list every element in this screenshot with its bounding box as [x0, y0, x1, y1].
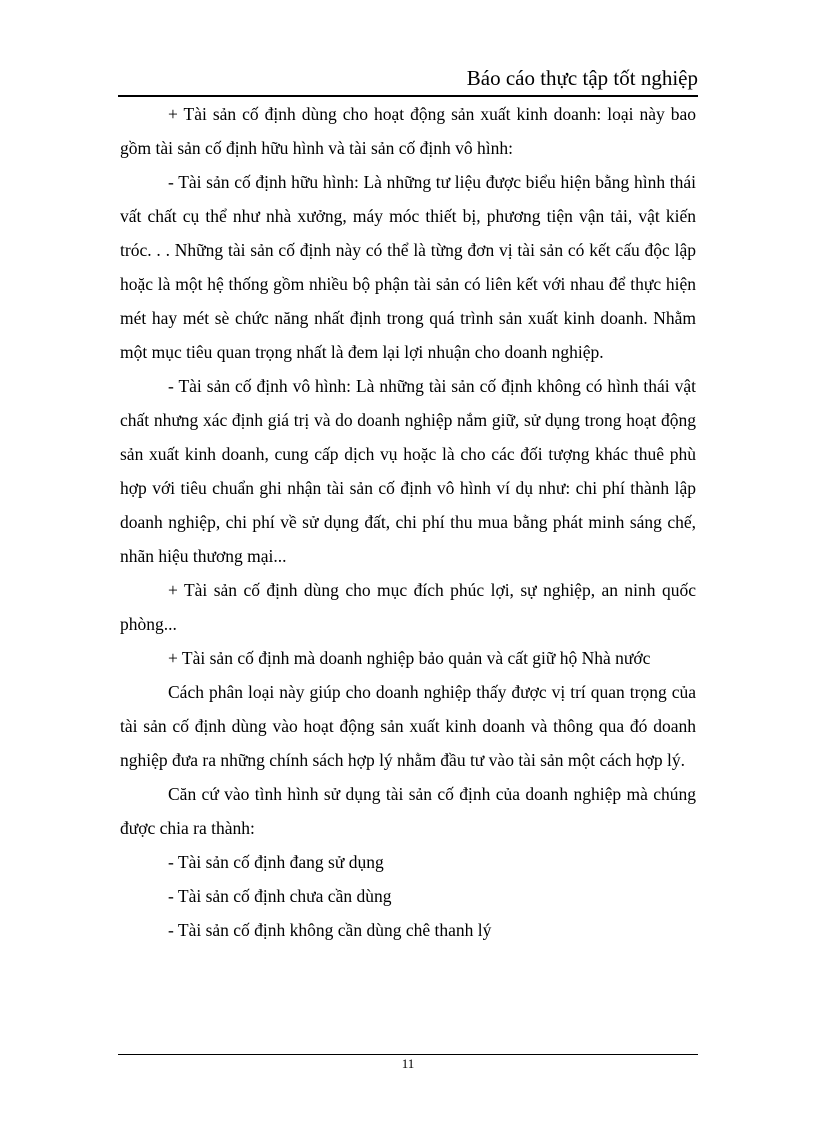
- paragraph-tangible-fixed-assets: - Tài sản cố định hữu hình: Là những tư liệu được biểu hiện bằng hình thái vất chất cụ thể như nhà xưởng, máy móc thiết bị, phương tiện vận tải, vật kiến tróc. . . Những tài sản cố định này có thể là từng đơn vị tài sản có kết cấu độc lập hoặc là một hệ thống gồm nhiều bộ phận tài sản có liên kết với nhau để thực hiện mét hay mét sè chức năng nhất định trong quá trình sản xuất kinh doanh. Nhằm một mục tiêu quan trọng nhất là đem lại lợi nhuận cho doanh nghiệp.: [120, 172, 696, 362]
- page-number: 11: [401, 1056, 415, 1071]
- paragraph-state-held-fixed-assets: + Tài sản cố định mà doanh nghiệp bảo quản và cất giữ hộ Nhà nước: [168, 648, 651, 668]
- paragraph-fixed-assets-business-use: + Tài sản cố định dùng cho hoạt động sản xuất kinh doanh: loại này bao gồm tài sản cố định hữu hình và tài sản cố định vô hình:: [120, 104, 696, 158]
- paragraph-classification-benefit: Cách phân loại này giúp cho doanh nghiệp thấy được vị trí quan trọng của tài sản cố định dùng vào hoạt động sản xuất kinh doanh và thông qua đó doanh nghiệp đưa ra những chính sách hợp lý nhằm đầu tư vào tài sản một cách hợp lý.: [120, 682, 696, 770]
- document-body: [120, 97, 696, 947]
- footer-divider: [118, 1054, 698, 1055]
- paragraph-intangible-fixed-assets: - Tài sản cố định vô hình: Là những tài sản cố định không có hình thái vật chất nhưng xác định giá trị và do doanh nghiệp nắm giữ, sử dụng trong hoạt động sản xuất kinh doanh, cung cấp dịch vụ hoặc là cho các đối tượng khác thuê phù hợp với tiêu chuẩn ghi nhận tài sản cố định vô hình ví dụ như: chi phí thành lập doanh nghiệp, chi phí về sử dụng đất, chi phí thu mua bằng phát minh sáng chế, nhãn hiệu thương mại...: [120, 376, 696, 566]
- list-item: - Tài sản cố định đang sử dụng: [168, 852, 384, 872]
- list-item: - Tài sản cố định không cần dùng chê thanh lý: [168, 920, 492, 940]
- paragraph-usage-classification: Căn cứ vào tình hình sử dụng tài sản cố định của doanh nghiệp mà chúng được chia ra thành:: [120, 784, 696, 838]
- list-item: - Tài sản cố định chưa cần dùng: [168, 886, 392, 906]
- paragraph-welfare-fixed-assets: + Tài sản cố định dùng cho mục đích phúc lợi, sự nghiệp, an ninh quốc phòng...: [120, 580, 696, 634]
- running-header-title: Báo cáo thực tập tốt nghiệp: [466, 66, 698, 90]
